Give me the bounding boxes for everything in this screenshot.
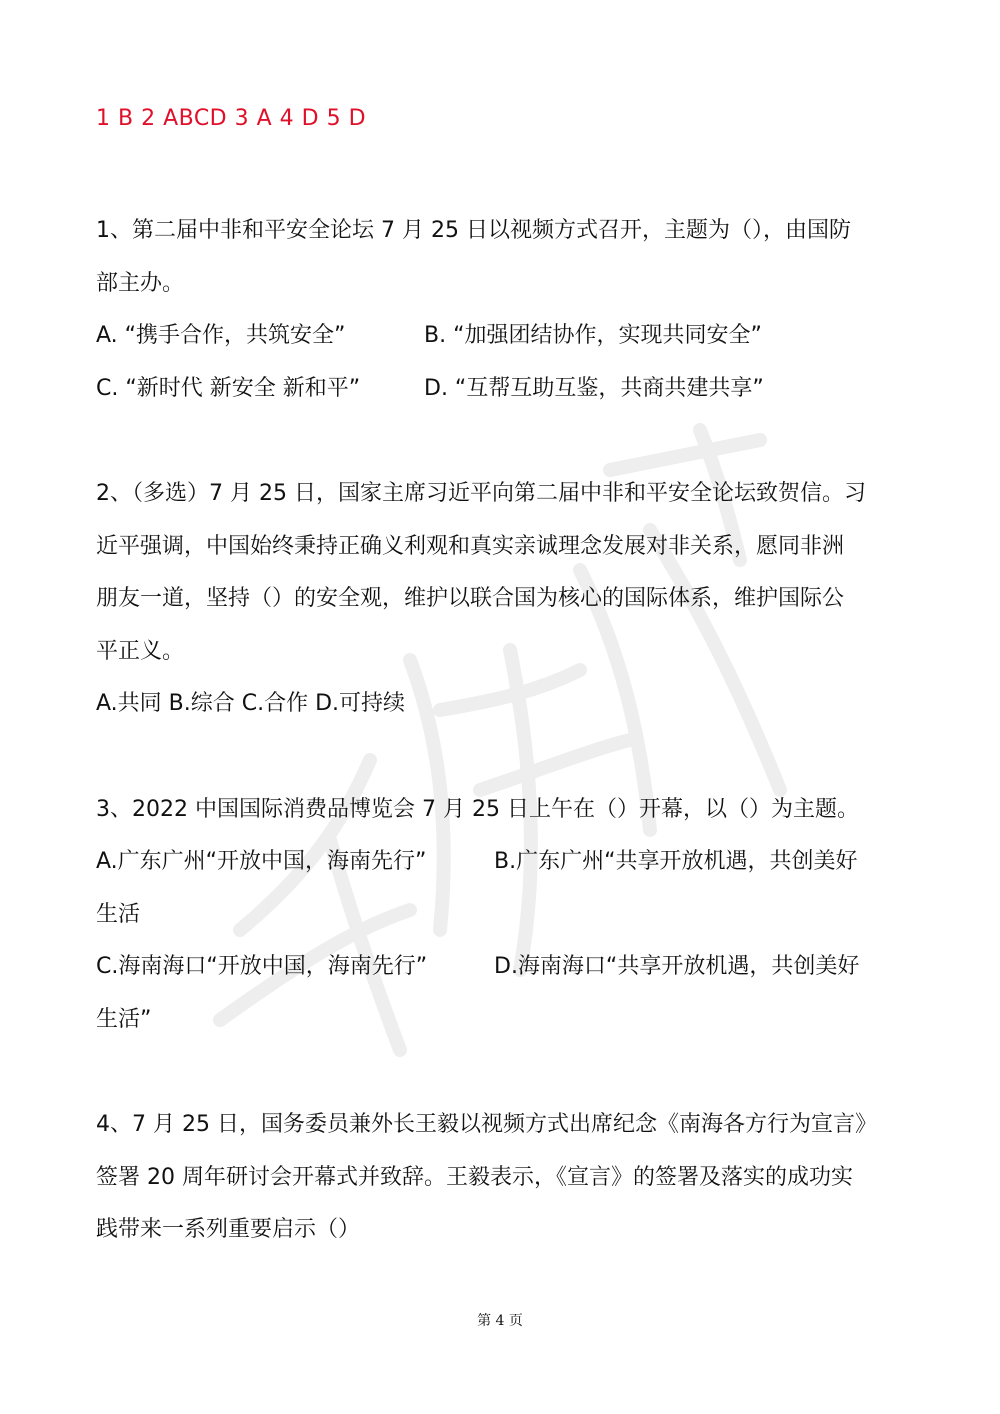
question-2 — [96, 468, 911, 731]
question-1-option-d: D. “互帮互助互鉴，共商共建共享” — [424, 375, 764, 401]
question-2-stem-line-2: 近平强调，中国始终秉持正确义利观和真实亲诚理念发展对非关系，愿同非洲 — [96, 533, 845, 559]
question-2-stem-line-4: 平正义。 — [96, 638, 185, 664]
question-3-option-b-continued: 生活 — [96, 901, 141, 927]
question-1-option-b: B. “加强团结协作，实现共同安全” — [424, 323, 762, 348]
page-number: 第 4 页 — [477, 1313, 523, 1329]
question-3-options-row-1 — [96, 836, 911, 889]
question-4 — [96, 1099, 911, 1257]
question-4-stem-line-3: 践带来一系列重要启示（） — [96, 1217, 361, 1242]
question-3-options-row-2 — [96, 889, 911, 942]
questions-area — [96, 205, 911, 1310]
question-3-option-b: B.广东广州“共享开放机遇，共创美好 — [494, 849, 858, 874]
question-1-stem-line-1: 1、第二届中非和平安全论坛 7 月 25 日以视频方式召开，主题为（），由国防 — [96, 218, 851, 243]
question-4-stem-line-2: 签署 20 周年研讨会开幕式并致辞。王毅表示，《宣言》的签署及落实的成功实 — [96, 1164, 853, 1190]
answer-key: 1 B 2 ABCD 3 A 4 D 5 D — [96, 106, 367, 131]
question-3 — [96, 784, 911, 1047]
question-3-option-a: A.广东广州“开放中国，海南先行” — [96, 849, 427, 874]
question-1-stem-line-2: 部主办。 — [96, 270, 185, 296]
question-3-option-c: C.海南海口“开放中国，海南先行” — [96, 954, 428, 979]
question-1-option-a: A. “携手合作，共筑安全” — [96, 323, 346, 348]
question-3-stem-line-1: 3、2022 中国国际消费品博览会 7 月 25 日上午在（）开幕，以（）为主题。 — [96, 796, 859, 822]
question-1 — [96, 205, 911, 415]
question-3-option-d: D.海南海口“共享开放机遇，共创美好 — [494, 954, 860, 979]
question-1-options-row-1 — [96, 310, 911, 363]
question-3-option-d-continued: 生活” — [96, 1006, 152, 1032]
question-1-option-c: C. “新时代 新安全 新和平” — [96, 375, 361, 401]
question-3-options-row-3 — [96, 941, 911, 994]
question-2-stem-line-3: 朋友一道，坚持（）的安全观，维护以联合国为核心的国际体系，维护国际公 — [96, 586, 845, 611]
question-2-stem-line-1: 2、（多选）7 月 25 日，国家主席习近平向第二届中非和平安全论坛致贺信。习 — [96, 481, 866, 506]
question-2-options: A.共同 B.综合 C.合作 D.可持续 — [96, 691, 406, 716]
question-1-options-row-2 — [96, 363, 911, 416]
question-3-options-row-4 — [96, 994, 911, 1047]
question-4-stem-line-1: 4、7 月 25 日，国务委员兼外长王毅以视频方式出席纪念《南海各方行为宣言》 — [96, 1112, 877, 1137]
